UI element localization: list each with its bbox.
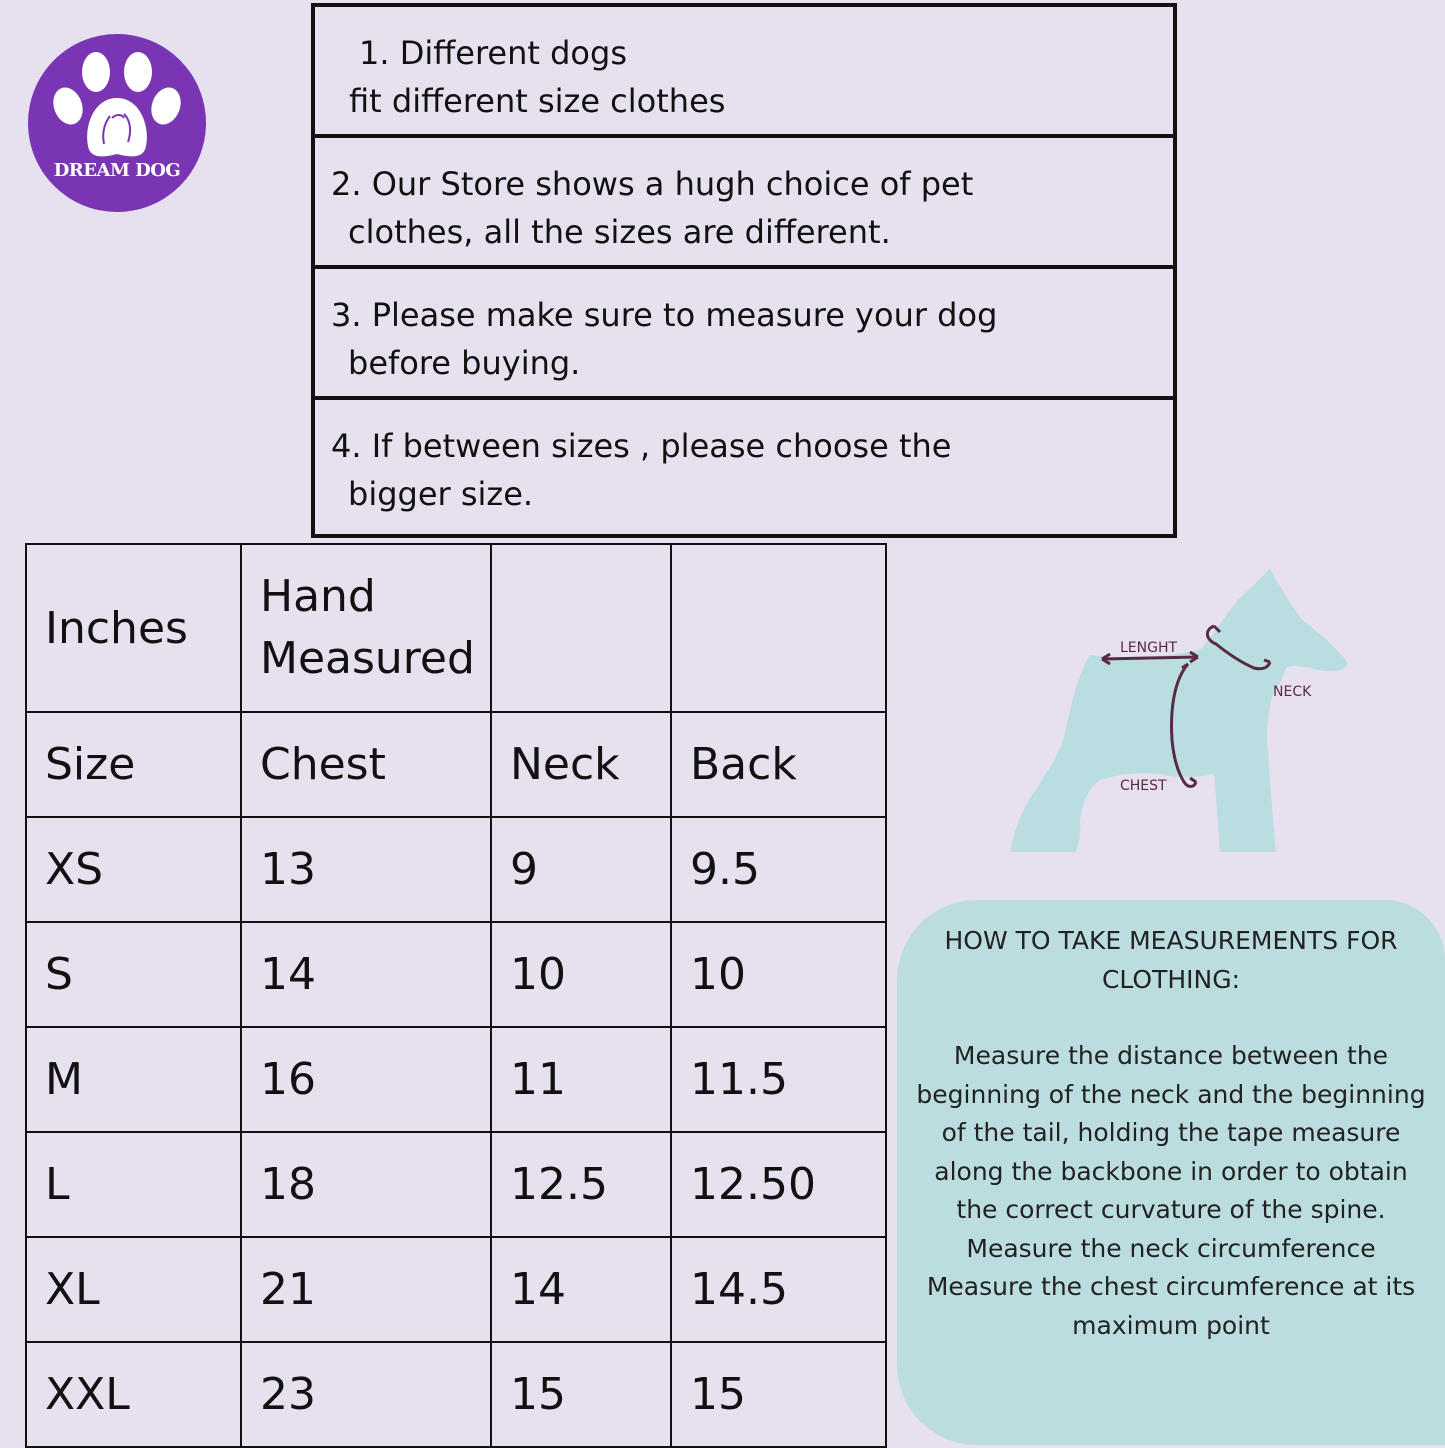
header-neck: Neck bbox=[491, 712, 671, 817]
instruction-neck: Measure the neck circumference bbox=[966, 1233, 1376, 1263]
chest-cell: 14 bbox=[241, 922, 491, 1027]
back-cell: 11.5 bbox=[671, 1027, 886, 1132]
header-chest: Chest bbox=[241, 712, 491, 817]
back-cell: 12.50 bbox=[671, 1132, 886, 1237]
unit-label: Inches bbox=[26, 544, 241, 712]
size-cell: XL bbox=[26, 1237, 241, 1342]
table-row bbox=[26, 922, 886, 1027]
instruction-length: Measure the distance between the beginning of the neck and the beginning of the tail, holding the tape measure along the backbone in order to obtain the correct curvature of the spine. bbox=[916, 1041, 1426, 1224]
neck-cell: 11 bbox=[491, 1027, 671, 1132]
chest-label: CHEST bbox=[1120, 778, 1167, 794]
header-size: Size bbox=[26, 712, 241, 817]
note-4-line-1: 4. If between sizes , please choose the bbox=[331, 427, 952, 465]
size-notes-box bbox=[311, 3, 1177, 538]
back-cell: 10 bbox=[671, 922, 886, 1027]
table-row bbox=[26, 1132, 886, 1237]
size-cell: S bbox=[26, 922, 241, 1027]
note-1-line-2: fit different size clothes bbox=[349, 82, 726, 120]
empty-cell bbox=[671, 544, 886, 712]
table-row bbox=[26, 1342, 886, 1447]
dog-measurement-diagram bbox=[1000, 560, 1360, 860]
neck-label: NECK bbox=[1273, 684, 1312, 700]
size-chart-table bbox=[25, 543, 887, 1448]
back-cell: 9.5 bbox=[671, 817, 886, 922]
size-cell: M bbox=[26, 1027, 241, 1132]
measure-method-line-2: Measured bbox=[260, 633, 475, 684]
chest-cell: 23 bbox=[241, 1342, 491, 1447]
chest-cell: 13 bbox=[241, 817, 491, 922]
note-3-line-1: 3. Please make sure to measure your dog bbox=[331, 296, 998, 334]
note-1 bbox=[315, 7, 1173, 138]
instructions-title: HOW TO TAKE MEASUREMENTS FOR CLOTHING: bbox=[944, 926, 1398, 994]
neck-cell: 15 bbox=[491, 1342, 671, 1447]
measurement-instructions bbox=[897, 900, 1445, 1445]
empty-cell bbox=[491, 544, 671, 712]
neck-cell: 10 bbox=[491, 922, 671, 1027]
header-back: Back bbox=[671, 712, 886, 817]
chest-cell: 18 bbox=[241, 1132, 491, 1237]
note-1-line-1: 1. Different dogs bbox=[359, 34, 627, 72]
note-2-line-1: 2. Our Store shows a hugh choice of pet bbox=[331, 165, 974, 203]
note-3-line-2: before buying. bbox=[348, 344, 581, 382]
brand-name: DREAM DOG bbox=[53, 160, 181, 181]
note-4-line-2: bigger size. bbox=[348, 475, 534, 513]
note-2-line-2: clothes, all the sizes are different. bbox=[348, 213, 891, 251]
dream-dog-logo bbox=[28, 34, 206, 212]
neck-cell: 14 bbox=[491, 1237, 671, 1342]
table-row bbox=[26, 1237, 886, 1342]
measure-method-line-1: Hand bbox=[260, 571, 376, 622]
note-2 bbox=[315, 138, 1173, 269]
size-cell: L bbox=[26, 1132, 241, 1237]
table-row bbox=[26, 1027, 886, 1132]
back-cell: 14.5 bbox=[671, 1237, 886, 1342]
neck-cell: 12.5 bbox=[491, 1132, 671, 1237]
neck-cell: 9 bbox=[491, 817, 671, 922]
back-cell: 15 bbox=[671, 1342, 886, 1447]
length-label: LENGHT bbox=[1120, 640, 1178, 656]
chest-cell: 21 bbox=[241, 1237, 491, 1342]
size-cell: XXL bbox=[26, 1342, 241, 1447]
chest-cell: 16 bbox=[241, 1027, 491, 1132]
note-4 bbox=[315, 400, 1173, 538]
table-row bbox=[26, 817, 886, 922]
note-3 bbox=[315, 269, 1173, 400]
instruction-chest: Measure the chest circumference at its maximum point bbox=[926, 1272, 1416, 1340]
table-unit-row bbox=[26, 544, 886, 712]
paw-logo-icon bbox=[28, 34, 206, 212]
size-cell: XS bbox=[26, 817, 241, 922]
measure-method-cell bbox=[241, 544, 491, 712]
table-header-row bbox=[26, 712, 886, 817]
dog-silhouette-icon bbox=[1000, 560, 1360, 860]
